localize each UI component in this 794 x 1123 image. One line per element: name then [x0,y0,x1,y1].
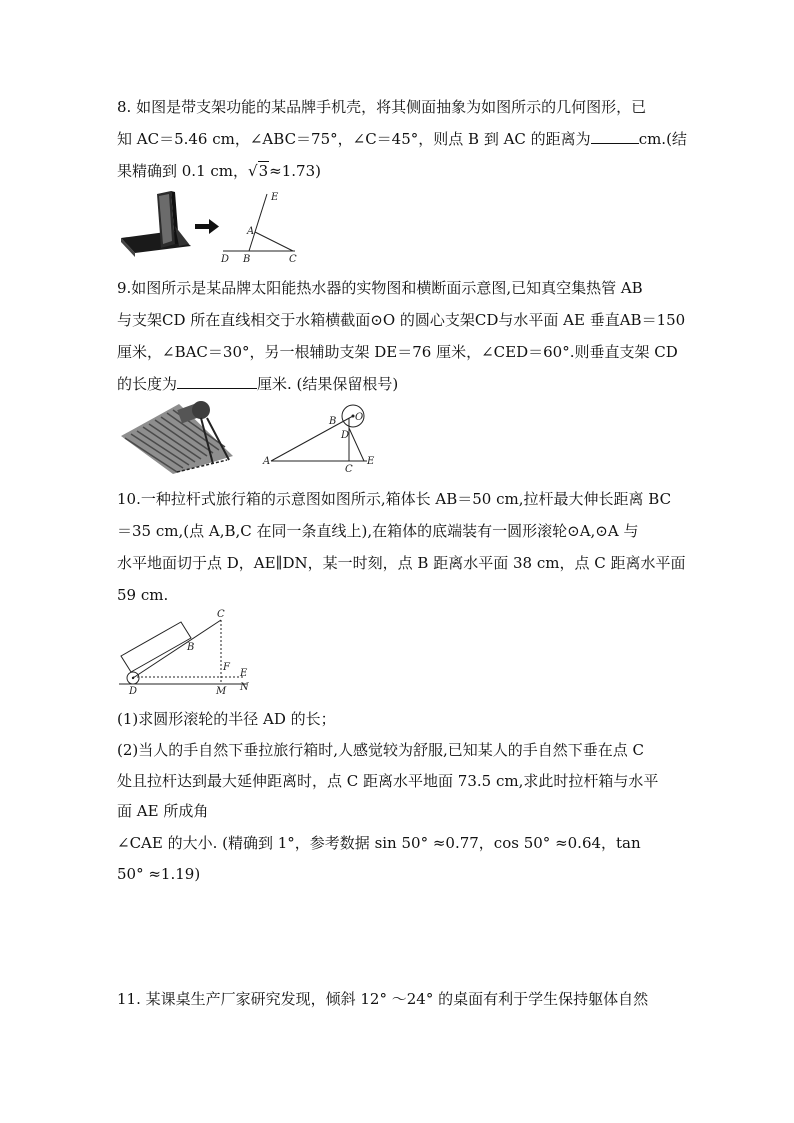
q9-line-4-unit: 厘米. (结果保留根号) [257,375,399,393]
phone-case-illustration [121,191,191,257]
q8-line-1: 8. 如图是带支架功能的某品牌手机壳，将其侧面抽象为如图所示的几何图形，已 [117,98,647,116]
q10-figure [117,608,257,696]
q8-label-a: A [247,226,255,237]
arrow-right-icon [195,219,219,234]
q10-sub-2-line-5: 50° ≈1.19) [117,865,201,883]
q10-line-1: 10.一种拉杆式旅行箱的示意图如图所示,箱体长 AB＝50 cm,拉杆最大伸长距离 BC [117,490,672,508]
sqrt-radicand: 3 [258,162,269,180]
q8-line-2-unit: cm.(结 [638,130,687,148]
q9-label-d: D [341,430,350,441]
q8-label-b: B [243,254,251,265]
q8-label-c: C [289,254,297,265]
q9-label-e: E [367,456,375,467]
q8-figure [117,186,307,266]
q9-label-o: O [355,412,364,423]
q11-line-1: 11. 某课桌生产厂家研究发现，倾斜 12° ～24° 的桌面有利于学生保持躯体自然 [117,990,649,1008]
q10-label-f: F [223,662,230,673]
q10-sub-1: (1)求圆形滚轮的半径 AD 的长； [117,710,336,728]
q10-line-4: 59 cm. [117,586,169,604]
q10-line-2: ＝35 cm,(点 A,B,C 在同一条直线上),在箱体的底端装有一圆形滚轮⊙A,⊙A 与 [117,522,639,540]
q10-label-b: B [187,642,195,653]
q8-label-d: D [221,254,230,265]
sqrt-three [248,161,269,181]
q9-label-c: C [345,464,353,475]
solar-heater-photo [121,401,233,474]
q8-line-2 [117,129,687,149]
q8-line-3 [117,161,321,181]
q9-figure [117,398,387,476]
q9-line-4 [117,374,398,394]
q10-label-m: M [216,686,227,696]
q9-answer-blank [177,374,257,389]
q10-label-c: C [217,609,225,620]
q10-sub-2-line-4: ∠CAE 的大小. (精确到 1°，参考数据 sin 50° ≈0.77，cos 50° ≈0.64，tan [117,834,641,852]
q8-geometry-diagram [223,194,295,251]
q10-label-n: N [240,682,249,693]
q10-label-e: E [240,668,248,679]
q10-sub-2-line-2: 处且拉杆达到最大延伸距离时，点 C 距离水平地面 73.5 cm,求此时拉杆箱与水平 [117,772,659,790]
q8-line-2-text: 知 AC＝5.46 cm，∠ABC＝75°，∠C＝45°，则点 B 到 AC 的距离为 [117,130,591,148]
q8-label-e: E [271,192,279,203]
q9-geometry-diagram [271,405,367,461]
q10-sub-2-line-1: (2)当人的手自然下垂拉旅行箱时,人感觉较为舒服,已知某人的手自然下垂在点 C [117,741,645,759]
q9-label-a: A [263,456,271,467]
q8-line-3-approx: ≈1.73) [269,162,321,180]
q8-line-3-text: 果精确到 0.1 cm， [117,162,249,180]
q9-line-4-text: 的长度为 [117,375,178,393]
q8-answer-blank [591,129,639,144]
q9-label-b: B [329,416,337,427]
q9-line-2: 与支架CD 所在直线相交于水箱横截面⊙O 的圆心支架CD与水平面 AE 垂直AB＝150 [117,311,686,329]
q10-geometry-diagram [119,620,247,684]
q9-line-1: 9.如图所示是某品牌太阳能热水器的实物图和横断面示意图,已知真空集热管 AB [117,279,643,297]
sqrt-sign: √ [248,162,258,180]
q9-line-3: 厘米，∠BAC＝30°，另一根辅助支架 DE＝76 厘米，∠CED＝60°.则垂直支架 CD [117,343,678,361]
q10-sub-2-line-3: 面 AE 所成角 [117,802,209,820]
q10-label-d: D [129,686,138,696]
q10-line-3: 水平地面切于点 D，AE∥DN，某一时刻，点 B 距离水平面 38 cm，点 C 距离水平面 [117,554,686,572]
